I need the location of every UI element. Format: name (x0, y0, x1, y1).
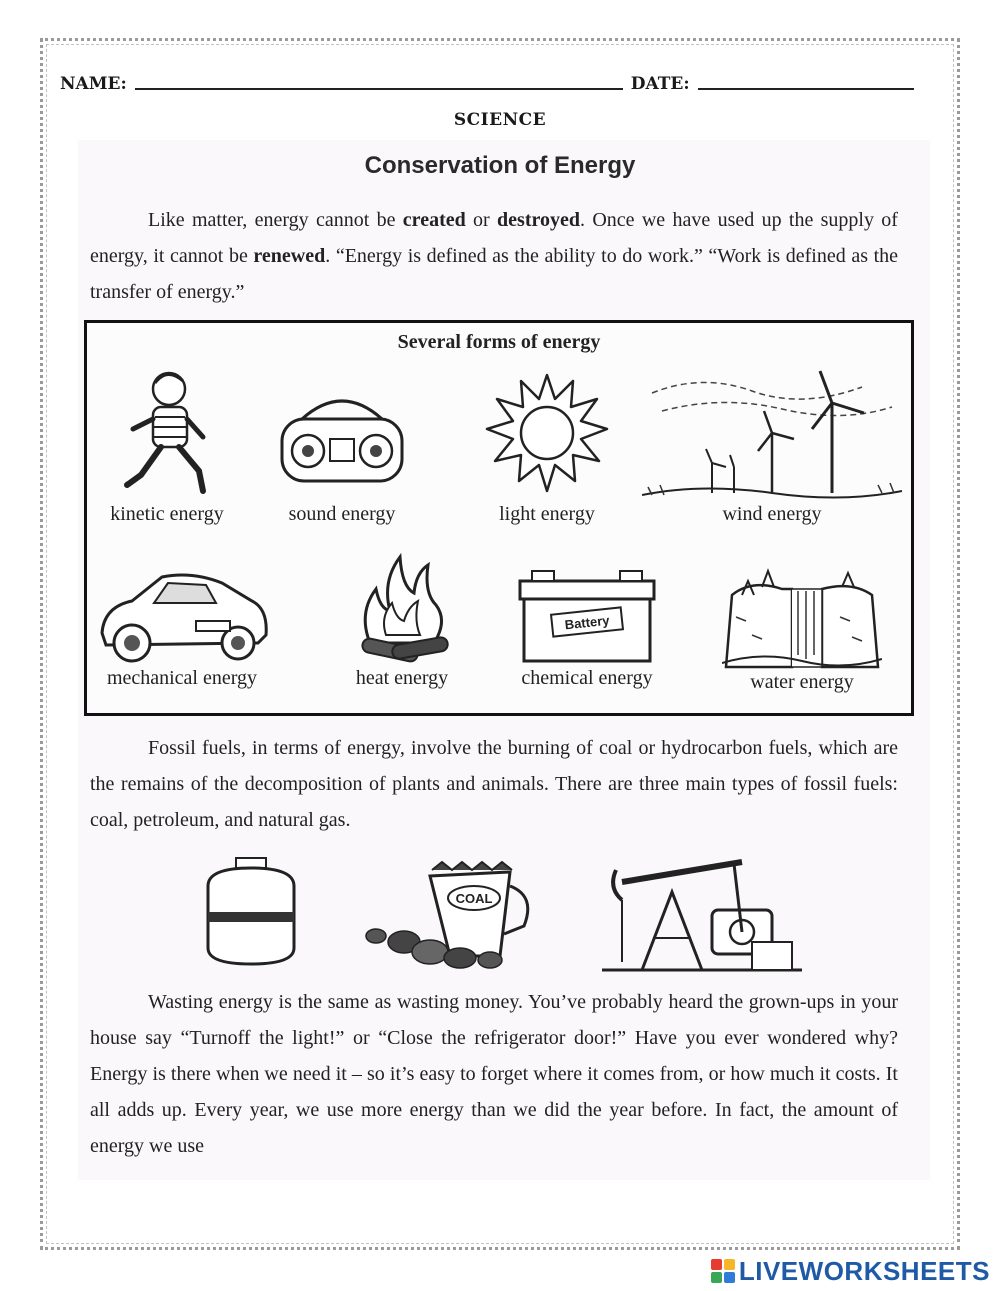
wind-energy-cell (637, 363, 907, 526)
sound-energy-cell (267, 363, 417, 526)
header-row (60, 64, 920, 94)
liveworksheets-text: LIVEWORKSHEETS (738, 1255, 990, 1286)
gas-tank-figure (196, 856, 306, 973)
light-energy-cell (467, 363, 627, 526)
water-energy-cell (707, 555, 897, 694)
waterfall-icon (722, 555, 882, 671)
car-icon (92, 563, 272, 667)
running-boy-icon (107, 363, 227, 503)
wind-energy-label: wind energy (722, 503, 822, 525)
boombox-icon (272, 363, 412, 503)
name-label: NAME: (60, 74, 127, 94)
forms-title: Several forms of energy (397, 331, 601, 353)
chemical-energy-cell (487, 567, 687, 690)
coal-figure (360, 856, 540, 977)
oil-pump-figure (602, 852, 802, 979)
wind-turbines-icon (642, 363, 902, 503)
mechanical-energy-cell (87, 563, 277, 690)
mechanical-energy-label: mechanical energy (106, 667, 258, 689)
coal-text: COAL (455, 891, 493, 906)
gas-tank-icon (196, 856, 306, 968)
name-line[interactable] (135, 88, 623, 90)
page-title: Conservation of Energy (364, 152, 636, 179)
subject-label: SCIENCE (453, 110, 547, 130)
intro-paragraph: Like matter, energy cannot be created or destroyed. Once we have used up the supply of energy, it cannot be renewed. “Energy is defined as the ability to do work.” “Work is defined as the transfer of energy.” (90, 209, 898, 303)
kinetic-energy-label: kinetic energy (110, 503, 224, 525)
date-line[interactable] (698, 88, 914, 90)
kinetic-energy-cell (87, 363, 247, 526)
forms-of-energy-box (84, 320, 914, 716)
chemical-energy-label: chemical energy (521, 667, 653, 689)
liveworksheets-logo-icon (711, 1259, 735, 1283)
liveworksheets-watermark (711, 1254, 990, 1288)
campfire-icon (352, 551, 452, 667)
fossil-fuels-paragraph: Fossil fuels, in terms of energy, involve the burning of coal or hydrocarbon fuels, which are the remains of the decomposition of plants and animals. There are three main types of fossil fuels: coal, petroleum, and natural gas. (90, 737, 898, 831)
oil-pump-icon (602, 852, 802, 974)
date-label: DATE: (630, 74, 690, 94)
battery-icon (512, 567, 662, 667)
water-energy-label: water energy (750, 671, 854, 693)
battery-text: Battery (563, 612, 611, 633)
heat-energy-label: heat energy (355, 667, 449, 689)
heat-energy-cell (337, 551, 467, 690)
wasting-energy-paragraph: Wasting energy is the same as wasting money. You’ve probably heard the grown-ups in your house say “Turnoff the light!” or “Close the refrigerator door!” Have you ever wondered why? Energy is there when we need it – so it’s easy to forget where it comes from, or how much it costs. It all adds up. Every year, we use more energy than we did the year before. In fact, the amount of energy we use (90, 991, 898, 1157)
sound-energy-label: sound energy (288, 503, 396, 525)
coal-bucket-icon (360, 856, 540, 972)
sun-icon (477, 363, 617, 503)
light-energy-label: light energy (499, 503, 595, 525)
